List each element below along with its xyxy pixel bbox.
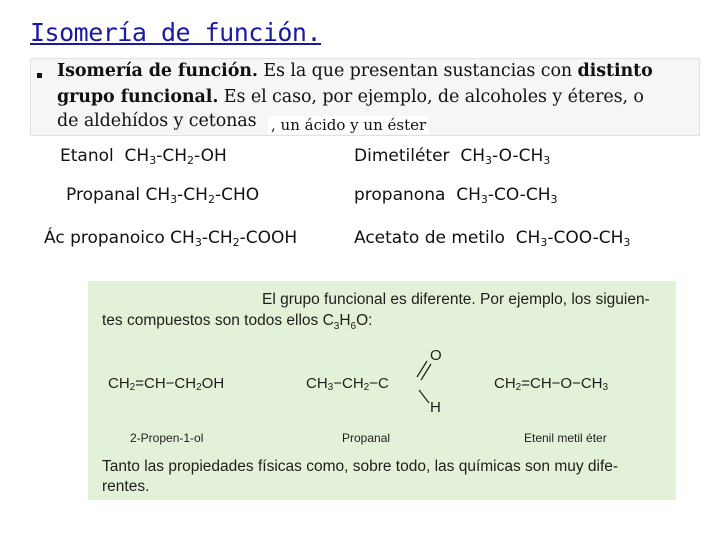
propanal-oxygen-atom: O (430, 347, 442, 364)
compound-name: Acetato de metilo (354, 228, 505, 248)
molecule-etenil-metil-eter: $CH_2=CH-O-CH_3$ (494, 375, 609, 393)
formula-acetato-de-metilo: Acetato de metilo $CH_3-COO-CH_3$ (354, 228, 631, 249)
molecule-name-propanal: Propanal (342, 431, 391, 445)
formula-acido-propanoico: Ác propanoico $CH_3-CH_2$-COOH (44, 228, 298, 249)
formula-dimetileter: Dimetiléter $CH_3-O-CH_3$ (354, 146, 551, 167)
formula-etanol: Etanol $CH_3-CH_2-OH$ (60, 146, 227, 167)
panel-intro-line-1: El grupo funcional es diferente. Por ejemplo, los siguien- (262, 291, 650, 308)
definition-line-3 (57, 111, 257, 131)
panel-conclusion (102, 457, 668, 497)
definition-emphasis-1: distinto (577, 61, 653, 81)
molecule-2-propen-1-ol: $CH_2=CH-CH_2OH$ (108, 375, 225, 393)
definition-emphasis-2: grupo funcional. (57, 87, 219, 107)
molecule-propanal: $CH_3-CH_2-C$ (306, 375, 389, 393)
panel-conclusion-line-1: Tanto las propiedades físicas como, sobre todo, las químicas son muy dife- (102, 458, 619, 475)
bullet-marker (37, 73, 42, 78)
definition-addendum: , un ácido y un éster (268, 116, 429, 134)
panel-conclusion-line-2: rentes. (102, 478, 150, 495)
molecule-name-etenil-metil-eter: Etenil metil éter (524, 431, 607, 445)
compound-name: propanona (354, 185, 446, 205)
definition-line-1 (57, 61, 653, 81)
panel-intro-line-2: tes compuestos son todos ellos C (102, 312, 334, 329)
compound-name: Etanol (60, 146, 114, 166)
definition-line-2 (57, 87, 644, 107)
slide-title: Isomería de función. (30, 18, 322, 47)
textbook-example-panel (88, 281, 676, 500)
compound-name: Dimetiléter (354, 146, 450, 166)
definition-text-2: Es el caso, por ejemplo, de alcoholes y éteres, o (218, 87, 644, 107)
definition-text-3: de aldehídos y cetonas (57, 111, 257, 131)
definition-term: Isomería de función. (57, 61, 258, 81)
panel-intro: El grupo funcional es diferente. Por ejemplo, los siguien- tes compuestos son todos ellos $C_3H_6O$: (102, 291, 650, 333)
propanal-hydrogen-atom: H (430, 399, 441, 416)
formula-propanona: propanona $CH_3-CO-CH_3$ (354, 185, 558, 206)
compound-name: Ác propanoico (44, 228, 165, 248)
molecule-name-2-propen-1-ol: 2-Propen-1-ol (130, 431, 204, 445)
formula-propanal: Propanal $CH_3-CH_2$-CHO (66, 185, 260, 206)
definition-text-1: Es la que presentan sustancias con (257, 61, 578, 81)
compound-name: Propanal (66, 185, 141, 205)
